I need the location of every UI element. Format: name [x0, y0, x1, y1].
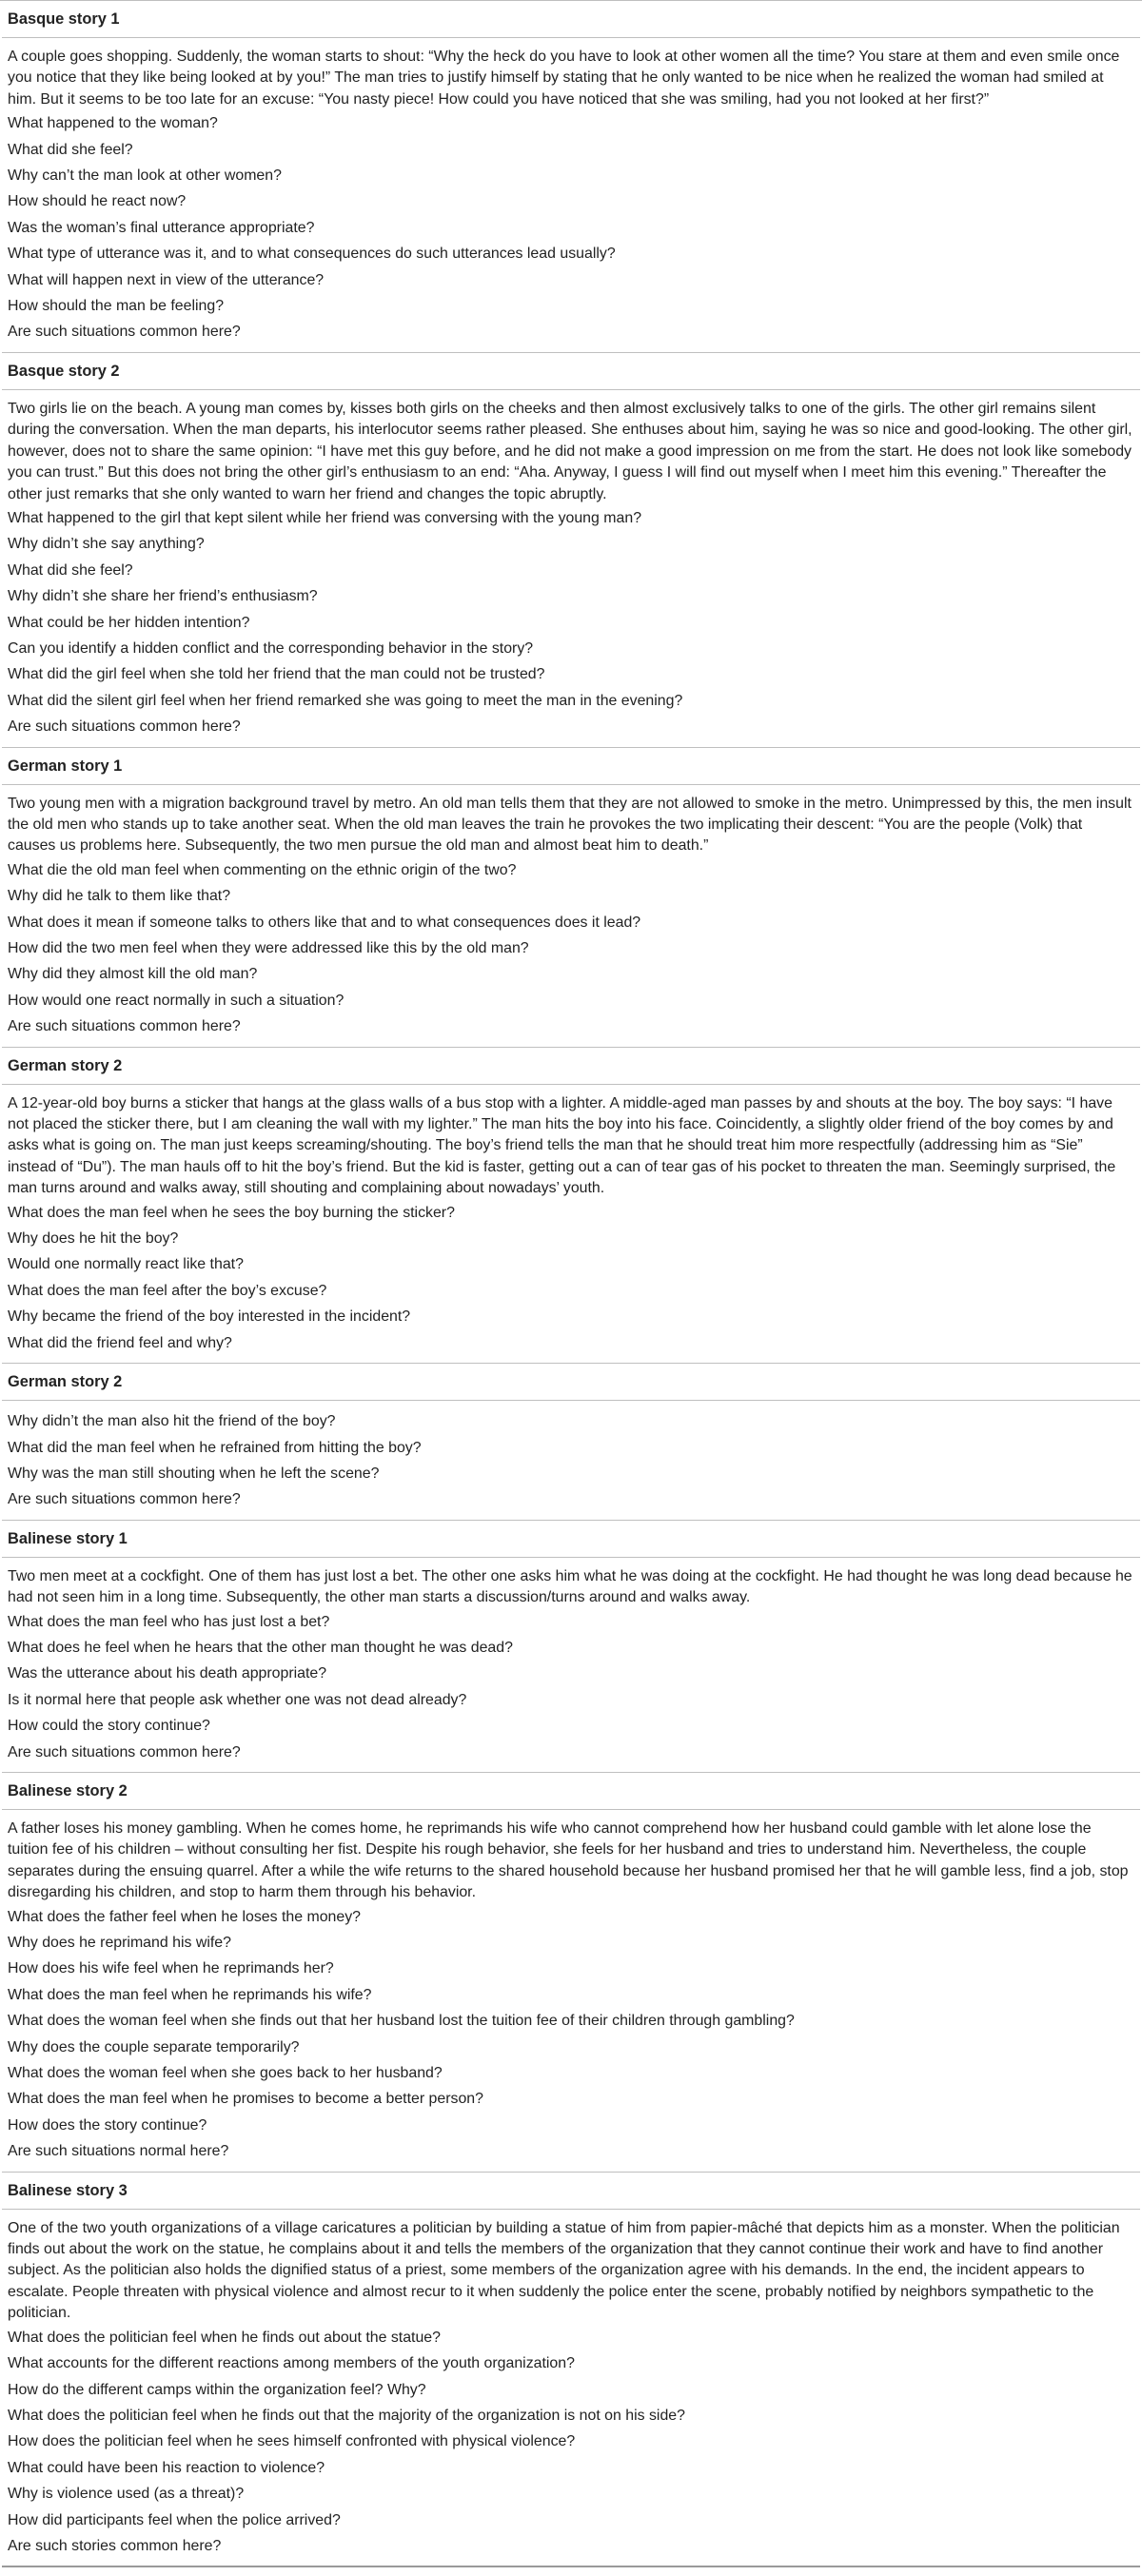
question-item: What die the old man feel when commenting on the ethnic origin of the two? — [8, 861, 517, 878]
story-text: Two young men with a migration background travel by metro. An old man tells them that they are not allowed to smoke in the metro. Unimpressed by this, the men insult the old men who stands up to take another seat. When the old man leaves the train he provokes the two implicating their descent: “You are the people (Volk) that causes us problems here. Subsequently, the two men pursue the old man and almost beat him to death.” — [8, 795, 1132, 855]
story-section — [2, 1773, 1140, 2173]
question-list — [8, 111, 1132, 346]
question-item: What does the man feel when he sees the boy burning the sticker? — [8, 1204, 455, 1221]
question-item: Is it normal here that people ask whether one was not dead already? — [8, 1691, 467, 1708]
question-item: Why didn’t she share her friend’s enthusiasm? — [8, 588, 318, 605]
story-text: Two girls lie on the beach. A young man comes by, kisses both girls on the cheeks and then almost exclusively talks to one of the girls. The other girl remains silent during the conversation. When the man departs, his interlocutor seems rather pleased. She enthuses about him, saying he was so nice and good-looking. The other girl, however, does not to share the same opinion: “I have met this guy before, and he did not make a good impression on me from the start. He does not look like somebody you can trust.” But this does not bring the other girl’s enthusiasm to an end: “Aha. Anyway, I guess I will find out myself when I meet him this evening.” Thereafter the other just remarks that she only wanted to warn her friend and changes the topic abruptly. — [8, 400, 1132, 502]
question-item: What did the man feel when he refrained from hitting the boy? — [8, 1439, 422, 1456]
question-item: Why can’t the man look at other women? — [8, 167, 282, 185]
question-item: What did the silent girl feel when her friend remarked she was going to meet the man in the evening? — [8, 692, 683, 709]
section-body — [2, 1810, 1140, 2172]
question-item: What does the man feel after the boy’s excuse? — [8, 1282, 327, 1299]
story-text: Two men meet at a cockfight. One of them has just lost a bet. The other one asks him what he was doing at the cockfight. He had thought he was long dead because he had not seen him in a long time. Subsequently, the other man starts a discussion/turns around and walks away. — [8, 1567, 1132, 1606]
question-list — [8, 1610, 1132, 1766]
question-item: Why is violence used (as a threat)? — [8, 2486, 245, 2503]
question-item: What does the politician feel when he finds out that the majority of the organization is not on his side? — [8, 2407, 685, 2424]
question-item: What did the friend feel and why? — [8, 1334, 232, 1351]
question-list — [8, 506, 1132, 741]
question-list — [8, 1409, 1132, 1514]
story-section — [2, 353, 1140, 748]
question-item: Would one normally react like that? — [8, 1256, 244, 1273]
question-item: What does the man feel when he promises to become a better person? — [8, 2091, 483, 2108]
question-item: Are such situations normal here? — [8, 2143, 229, 2160]
question-item: How does the politician feel when he sees himself confronted with physical violence? — [8, 2433, 576, 2450]
question-item: Why became the friend of the boy interested in the incident? — [8, 1308, 411, 1326]
question-item: Are such situations common here? — [8, 1491, 241, 1508]
question-item: How does the story continue? — [8, 2116, 207, 2134]
question-item: How should he react now? — [8, 193, 187, 210]
question-item: Are such situations common here? — [8, 718, 241, 736]
question-item: What will happen next in view of the utterance? — [8, 271, 325, 288]
question-item: What type of utterance was it, and to what consequences do such utterances lead usually? — [8, 246, 616, 263]
section-title: Balinese story 2 — [2, 1773, 1140, 1810]
question-item: Why did he talk to them like that? — [8, 888, 231, 905]
section-body — [2, 1401, 1140, 1520]
question-item: Can you identify a hidden conflict and the corresponding behavior in the story? — [8, 639, 534, 657]
section-body — [2, 785, 1140, 1047]
question-item: Are such situations common here? — [8, 324, 241, 341]
question-item: Why does he hit the boy? — [8, 1230, 179, 1248]
story-section — [2, 1048, 1140, 1364]
question-item: What could be her hidden intention? — [8, 614, 250, 631]
question-item: Why does the couple separate temporarily? — [8, 2038, 300, 2055]
question-item: Are such situations common here? — [8, 1018, 241, 1035]
section-body — [2, 390, 1140, 747]
question-item: How did participants feel when the police arrived? — [8, 2511, 341, 2528]
question-item: Why didn’t she say anything? — [8, 536, 205, 553]
question-item: What happened to the woman? — [8, 115, 218, 132]
question-list — [8, 1201, 1132, 1357]
question-item: What did she feel? — [8, 561, 133, 579]
question-item: How should the man be feeling? — [8, 298, 225, 315]
section-title: German story 2 — [2, 1048, 1140, 1085]
section-body — [2, 1085, 1140, 1363]
question-item: What does it mean if someone talks to others like that and to what consequences does it lead? — [8, 914, 641, 931]
question-item: Was the woman’s final utterance appropriate? — [8, 219, 315, 236]
story-text: A 12-year-old boy burns a sticker that hangs at the glass walls of a bus stop with a lighter. A middle-aged man passes by and shouts at the boy. The boy says: “I have not placed the sticker there, but I am cleaning the wall with my lighter.” The man hits the boy into his face. Coincidently, a slightly older friend of the boy comes by and asks what is going on. The man just keeps screaming/shouting. The boy’s friend tells the man that he should treat him more respectfully (addressing him as “Sie” instead of “Du”). The man hauls off to hit the boy’s friend. But the kid is faster, getting out a can of tear gas of his pocket to threaten the man. Seemingly surprised, the man turns around and walks away, still shouting and complaining about nowadays’ youth. — [8, 1094, 1116, 1197]
story-section — [2, 1521, 1140, 1773]
question-item: What does the politician feel when he finds out about the statue? — [8, 2329, 441, 2346]
section-body — [2, 38, 1140, 352]
question-item: What accounts for the different reactions among members of the youth organization? — [8, 2355, 575, 2372]
question-item: What did she feel? — [8, 141, 133, 158]
question-item: What does he feel when he hears that the other man thought he was dead? — [8, 1639, 513, 1656]
question-item: What does the father feel when he loses the money? — [8, 1908, 362, 1925]
section-title: Basque story 2 — [2, 353, 1140, 390]
question-list — [8, 1905, 1132, 2166]
question-item: How does his wife feel when he reprimands her? — [8, 1960, 334, 1977]
question-list — [8, 858, 1132, 1041]
question-item: Are such situations common here? — [8, 1743, 241, 1760]
story-section — [2, 748, 1140, 1048]
question-item: Are such stories common here? — [8, 2537, 222, 2554]
section-body — [2, 2210, 1140, 2566]
question-item: Why didn’t the man also hit the friend of the boy? — [8, 1413, 336, 1430]
question-item: Why does he reprimand his wife? — [8, 1935, 231, 1951]
section-title: German story 2 — [2, 1364, 1140, 1401]
question-item: How would one react normally in such a situation? — [8, 992, 345, 1009]
section-body — [2, 1558, 1140, 1772]
question-item: What happened to the girl that kept silent while her friend was conversing with the young man? — [8, 509, 642, 526]
story-text: A father loses his money gambling. When he comes home, he reprimands his wife who cannot comprehend how her husband could gamble with let alone lose the tuition fee of his children – without consulting her fist. Despite his rough behavior, she feels for her husband and tries to understand him. Nevertheless, the couple separates during the ensuing quarrel. After a while the wife returns to the shared household because her husband promised her that he will gamble less, find a job, stop disregarding his children, and stop to harm them through his behavior. — [8, 1819, 1129, 1901]
story-text: A couple goes shopping. Suddenly, the woman starts to shout: “Why the heck do you have to look at other women all the time? You stare at them and even smile once you notice that they like being looked at by you!” The man tries to justify himself by stating that he only wanted to be nice when he realized the woman had smiled at him. But it seems to be too late for an excuse: “You nasty piece! How could you have noticed that she was smiling, had you not looked at her first?” — [8, 49, 1120, 108]
section-title: Balinese story 3 — [2, 2173, 1140, 2210]
question-item: What did the girl feel when she told her friend that the man could not be trusted? — [8, 666, 545, 683]
question-item: How did the two men feel when they were addressed like this by the old man? — [8, 940, 529, 956]
question-item: What does the man feel who has just lost a bet? — [8, 1613, 330, 1630]
question-item: How could the story continue? — [8, 1718, 210, 1735]
question-item: Was the utterance about his death appropriate? — [8, 1665, 327, 1682]
question-item: Why was the man still shouting when he left the scene? — [8, 1465, 380, 1482]
section-title: Basque story 1 — [2, 1, 1140, 38]
section-title: Balinese story 1 — [2, 1521, 1140, 1558]
question-item: What does the man feel when he reprimands his wife? — [8, 1986, 372, 2003]
question-item: How do the different camps within the organization feel? Why? — [8, 2381, 426, 2398]
question-item: What could have been his reaction to violence? — [8, 2459, 325, 2476]
story-section — [2, 2173, 1140, 2568]
story-section — [2, 1364, 1140, 1521]
story-section — [2, 1, 1140, 353]
question-list — [8, 2326, 1132, 2561]
question-item: What does the woman feel when she finds out that her husband lost the tuition fee of their children through gambling? — [8, 2013, 795, 2030]
question-item: What does the woman feel when she goes back to her husband? — [8, 2065, 443, 2082]
question-item: Why did they almost kill the old man? — [8, 966, 258, 983]
story-text: One of the two youth organizations of a village caricatures a politician by building a statue of him from papier-mâché that depicts him as a monster. When the politician finds out about the work on the statue, he complains about it and tells the members of the organization that they cannot continue their work and have to find another subject. As the politician also holds the dignified status of a priest, some members of the organization agree with his demands. In the end, the incident appears to escalate. People threaten with physical violence and almost recur to it when suddenly the police enter the scene, probably notified by neighbors sympathetic to the politician. — [8, 2219, 1120, 2322]
section-title: German story 1 — [2, 748, 1140, 785]
